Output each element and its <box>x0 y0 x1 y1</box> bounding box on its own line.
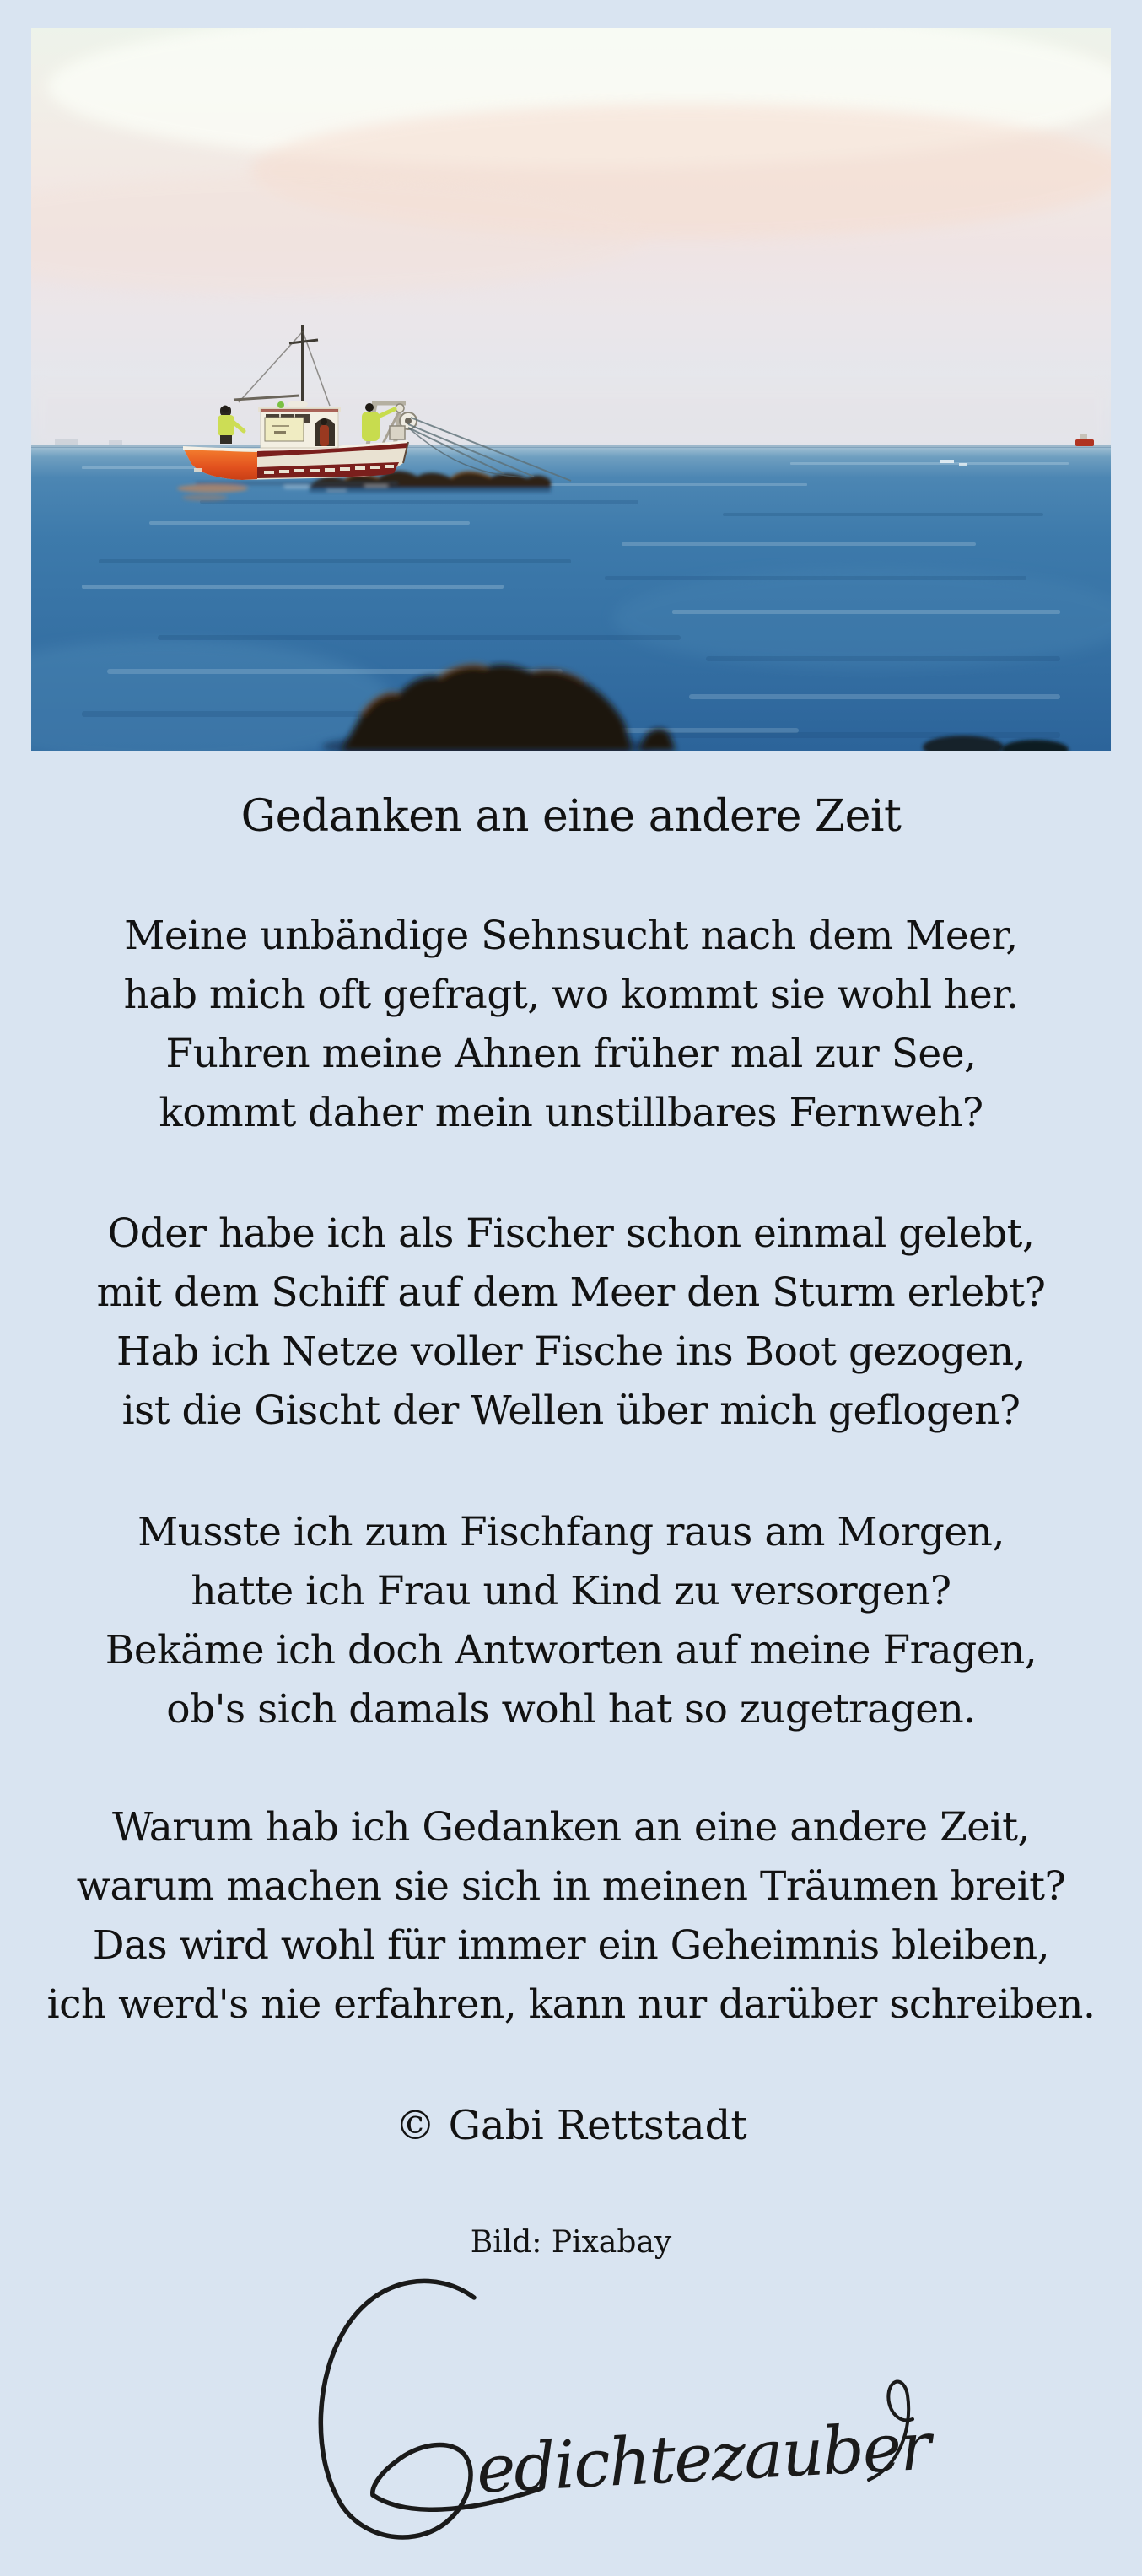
poem-line: ich werd's nie erfahren, kann nur darüber schreiben. <box>46 1981 1096 2028</box>
poem-line: Meine unbändige Sehnsucht nach dem Meer, <box>124 913 1018 959</box>
roof-dinghy <box>288 401 308 407</box>
poem-line: Bekäme ich doch Antworten auf meine Fragen, <box>105 1627 1037 1673</box>
green-bucket <box>277 401 284 408</box>
poem-line: ist die Gischt der Wellen über mich geflogen? <box>121 1388 1021 1434</box>
poem-line: ob's sich damals wohl hat so zugetragen. <box>166 1686 976 1733</box>
poem-line: mit dem Schiff auf dem Meer den Sturm erlebt? <box>96 1269 1046 1316</box>
winch <box>390 426 405 439</box>
image-credit: Bild: Pixabay <box>470 2225 672 2260</box>
poem-line: Das wird wohl für immer ein Geheimnis bleiben, <box>92 1922 1050 1969</box>
poem-line: hab mich oft gefragt, wo kommt sie wohl her. <box>123 972 1019 1018</box>
stanza-2 <box>0 1204 1142 1441</box>
stanza-3 <box>0 1503 1142 1739</box>
stanza-1 <box>0 907 1142 1143</box>
lit-window <box>265 418 304 441</box>
poem-line: Oder habe ich als Fischer schon einmal gelebt, <box>107 1210 1035 1257</box>
distant-ship <box>55 439 78 445</box>
sea-photo <box>31 28 1111 751</box>
poem-line: kommt daher mein unstillbares Fernweh? <box>159 1090 983 1136</box>
figure-in-doorway <box>320 425 329 446</box>
author-credit: © Gabi Rettstadt <box>395 2102 747 2149</box>
signature-gedichtezauber <box>278 2269 932 2556</box>
distant-ship <box>109 440 122 445</box>
wheelhouse <box>258 401 341 448</box>
signature-g-stroke <box>321 2281 474 2537</box>
poem-line: Warum hab ich Gedanken an eine andere Zeit, <box>112 1804 1030 1851</box>
poem-line: Musste ich zum Fischfang raus am Morgen, <box>137 1509 1005 1555</box>
sky <box>31 28 1111 450</box>
stanza-4 <box>0 1798 1142 2034</box>
signature-text: edichtezauber <box>474 2408 932 2509</box>
sea-photo-scene <box>31 28 1111 751</box>
poem-line: Hab ich Netze voller Fische ins Boot gezogen, <box>116 1328 1026 1375</box>
poem-line: warum machen sie sich in meinen Träumen breit? <box>76 1863 1066 1910</box>
poem-line: hatte ich Frau und Kind zu versorgen? <box>191 1568 951 1614</box>
poem-line: Fuhren meine Ahnen früher mal zur See, <box>165 1031 977 1077</box>
poem-title: Gedanken an eine andere Zeit <box>240 791 902 842</box>
